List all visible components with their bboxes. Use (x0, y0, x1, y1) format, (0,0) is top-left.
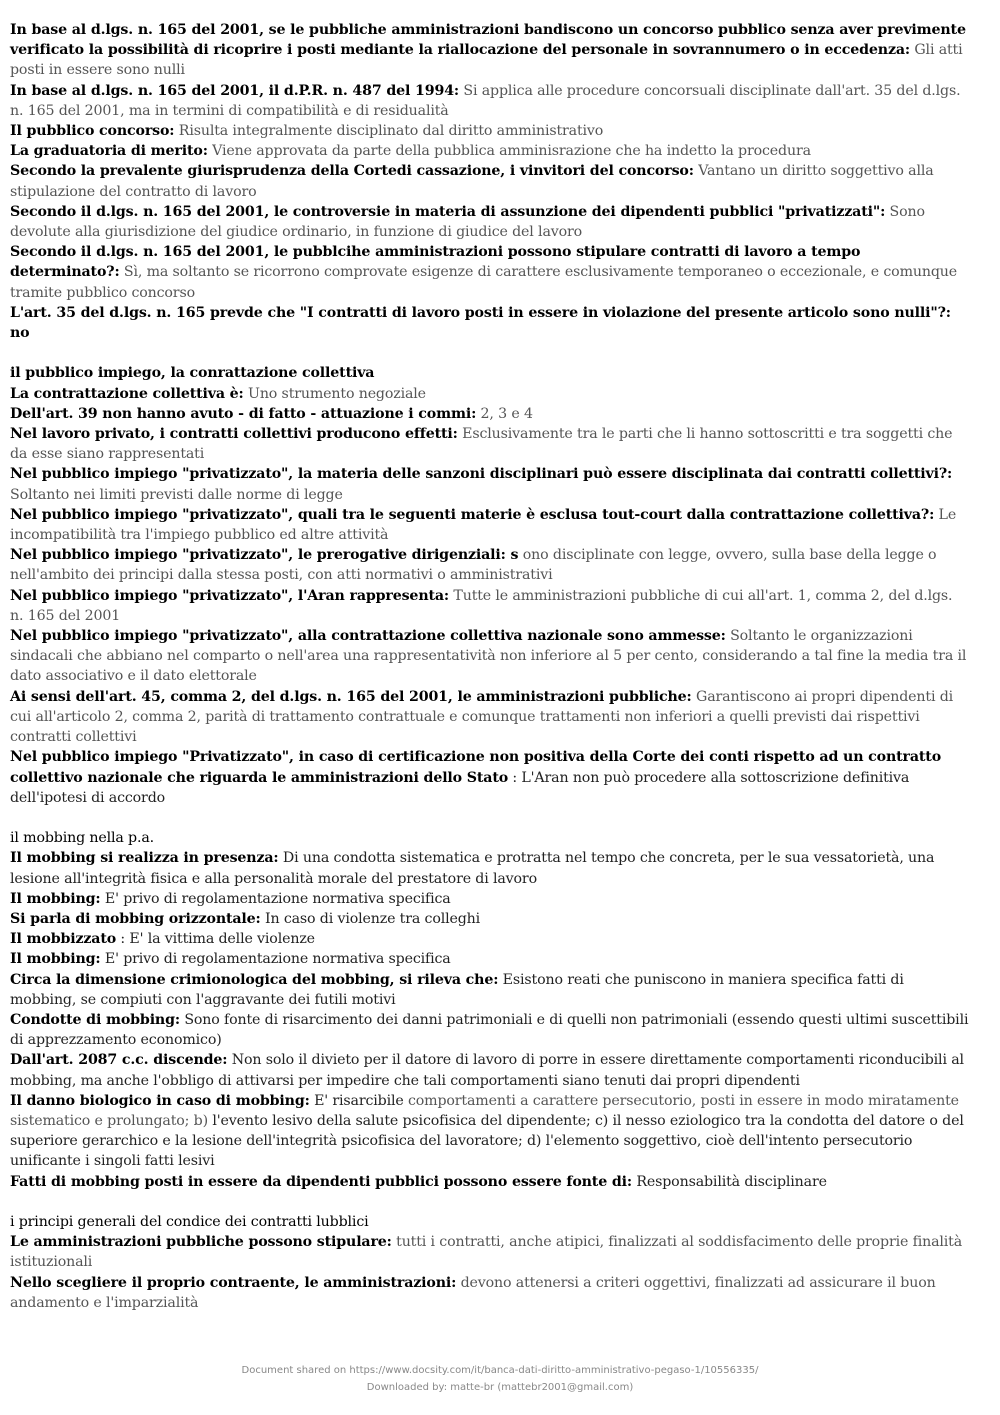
question-text: Ai sensi dell'art. 45, comma 2, del d.lgs. n. 165 del 2001, le amministrazioni pubbliche: (10, 688, 692, 705)
answer-text: Esistono reati che puniscono in maniera specifica fatti di mobbing, se compiuti con l'aggravante dei futili motivi (10, 971, 904, 1008)
qa-item (10, 81, 970, 121)
spacer (10, 1192, 970, 1212)
answer-text-continued: comportamenti a carattere persecutorio, posti in essere in modo miratamente sistematico e prolungato; b) (10, 1092, 959, 1129)
spacer (10, 343, 970, 363)
section-heading: il pubblico impiego, la conrattazione collettiva (10, 365, 375, 382)
question-text: In base al d.lgs. n. 165 del 2001, se le pubbliche amministrazioni bandiscono un concorso pubblico senza aver previmente verificato la possibilità di ricoprire i posti mediante la riallocazione del personale in sovrannumero o in eccedenza: (10, 22, 966, 59)
answer-text: Viene approvata da parte della pubblica amminisrazione che ha indetto la procedura (212, 143, 811, 160)
question-text: Il danno biologico in caso di mobbing: (10, 1092, 310, 1109)
answer-text: In caso di violenze tra colleghi (265, 910, 481, 927)
answer-text: Sono devolute alla giurisdizione del giudice ordinario, in funzione di giudice del lavoro (10, 203, 925, 241)
qa-item (10, 303, 970, 343)
answer-text: 2, 3 e 4 (480, 405, 533, 422)
answer-text: Soltanto le organizzazioni sindacali che abbiano nel comparto o nell'area una rappresentatività non inferiore al 5 per cento, considerando a tal fine la media tra il dato associativo e il dato elettorale (10, 628, 967, 685)
answer-text: Le incompatibilità tra l'impiego pubblico ed altre attività (10, 506, 957, 544)
question-text: Nel pubblico impiego "Privatizzato", in caso di certificazione non positiva della Corte dei conti rispetto ad un contratto collettivo nazionale che riguarda le amministrazioni dello Stato (10, 749, 942, 786)
qa-item (10, 384, 970, 404)
answer-text: Uno strumento negoziale (248, 385, 426, 402)
qa-item (10, 1172, 970, 1192)
answer-text: E' risarcibile (314, 1092, 404, 1109)
answer-text: Si applica alle procedure concorsuali disciplinate dall'art. 35 del d.lgs. n. 165 del 2001, ma in termini di compatibilità e di residualità (10, 82, 961, 119)
question-text: In base al d.lgs. n. 165 del 2001, il d.P.R. n. 487 del 1994: (10, 82, 460, 99)
question-text: Il mobbing: (10, 890, 101, 907)
qa-item (10, 949, 970, 969)
qa-item (10, 848, 970, 888)
answer-text: Garantiscono ai propri dipendenti di cui all'articolo 2, comma 2, parità di trattamento contrattuale e comunque trattamenti non inferiori a quelli previsti dai rispettivi contratti collettivi (10, 688, 954, 746)
question-text: Il mobbizzato (10, 931, 117, 948)
answer-text: E' privo di regolamentazione normativa specifica (104, 951, 451, 968)
question-text: Secondo il d.lgs. n. 165 del 2001, le pubblcihe amministrazioni possono stipulare contratti di lavoro a tempo determinato?: (10, 244, 861, 281)
qa-item (10, 242, 970, 303)
question-text: Nel pubblico impiego "privatizzato", l'Aran rappresenta: (10, 587, 450, 604)
section-heading: il mobbing nella p.a. (10, 830, 154, 847)
answer-text-continued: l'evento lesivo della salute psicofisica del dipendente; c) il nesso eziologico tra la condotta del datore o del superiore gerarchico e la lesione dell'integrità psicofisica del lavoratore; d) l'elemento soggettivo, cioè dell'intento persecutorio unificante i singoli fatti lesivi (10, 1112, 964, 1170)
document-body (10, 20, 970, 1313)
answer-text: ono disciplinate con legge, ovvero, sulla base della legge o nell'ambito dei principi dalla stessa posti, con atti normativi o amministrativi (10, 547, 937, 584)
qa-item (10, 687, 970, 748)
section-heading: i principi generali del condice dei contratti lubblici (10, 1213, 369, 1230)
question-text: Fatti di mobbing posti in essere da dipendenti pubblici possono essere fonte di: (10, 1173, 632, 1190)
footer-shared-line: Document shared on https://www.docsity.com/it/banca-dati-diritto-amministrativo-pegaso-1/10556335/ (241, 1365, 759, 1376)
answer-text: Sono fonte di risarcimento dei danni patrimoniali e di quelli non patrimoniali (essendo questi ultimi suscettibili di apprezzamento economico) (10, 1011, 969, 1049)
answer-text: Di una condotta sistematica e protratta nel tempo che concreta, per le sua vessatorietà, una lesione all'integrità fisica e alla personalità morale del prestatore di lavoro (10, 850, 935, 887)
question-text: Si parla di mobbing orizzontale: (10, 910, 261, 927)
question-text: Dall'art. 2087 c.c. discende: (10, 1052, 228, 1069)
question-text: Nel pubblico impiego "privatizzato", quali tra le seguenti materie è esclusa tout-court dalla contrattazione collettiva?: (10, 506, 935, 523)
answer-text: Esclusivamente tra le parti che li hanno sottoscritti e tra soggetti che da esse siano rappresentati (10, 426, 953, 463)
answer-text: Risulta integralmente disciplinato dal diritto amministrativo (178, 123, 604, 140)
spacer (10, 808, 970, 828)
question-text: Il mobbing: (10, 951, 101, 968)
answer-text: : L'Aran non può procedere alla sottoscrizione definitiva dell'ipotesi di accordo (10, 769, 910, 806)
answer-text: Tutte le amministrazioni pubbliche di cui all'art. 1, comma 2, del d.lgs. n. 165 del 2001 (10, 587, 953, 624)
answer-text: tutti i contratti, anche atipici, finalizzati al soddisfacimento delle proprie finalità istituzionali (10, 1234, 963, 1271)
question-text: La contrattazione collettiva è: (10, 385, 244, 402)
qa-item (10, 121, 970, 141)
qa-item (10, 1273, 970, 1313)
answer-text: Soltanto nei limiti previsti dalle norme di legge (10, 486, 343, 503)
qa-item (10, 141, 970, 161)
question-text: Il mobbing si realizza in presenza: (10, 850, 279, 867)
question-text: Il pubblico concorso: (10, 123, 175, 140)
question-text: Le amministrazioni pubbliche possono stipulare: (10, 1234, 392, 1251)
qa-item (10, 1050, 970, 1090)
question-text: L'art. 35 del d.lgs. n. 165 prevde che "I contratti di lavoro posti in essere in violazione del presente articolo sono nulli"?: no (10, 304, 951, 342)
qa-item (10, 1232, 970, 1272)
qa-item (10, 545, 970, 585)
question-text: Circa la dimensione crimionologica del mobbing, si rileva che: (10, 971, 499, 988)
footer-downloaded-line: Downloaded by: matte-br (mattebr2001@gmail.com) (366, 1382, 634, 1393)
qa-item (10, 970, 970, 1010)
question-text: Nello scegliere il proprio contraente, le amministrazioni: (10, 1274, 457, 1291)
question-text: Nel pubblico impiego "privatizzato", le prerogative dirigenziali: s (10, 547, 519, 564)
qa-item (10, 586, 970, 626)
qa-item (10, 20, 970, 81)
qa-item (10, 161, 970, 201)
answer-text: devono attenersi a criteri oggettivi, finalizzati ad assicurare il buon andamento e l'imparzialità (10, 1274, 936, 1311)
question-text: Nel pubblico impiego "privatizzato", la materia delle sanzoni disciplinari può essere disciplinata dai contratti collettivi?: (10, 466, 953, 483)
question-text: Nel pubblico impiego "privatizzato", alla contrattazione collettiva nazionale sono ammesse: (10, 628, 726, 645)
answer-text: E' privo di regolamentazione normativa specifica (104, 890, 451, 907)
question-text: La graduatoria di merito: (10, 143, 208, 160)
answer-text: Vantano un diritto soggettivo alla stipulazione del contratto di lavoro (10, 163, 934, 200)
question-text: Nel lavoro privato, i contratti collettivi producono effetti: (10, 426, 458, 443)
question-text: Secondo la prevalente giurisprudenza della Cortedi cassazione, i vinvitori del concorso: (10, 163, 694, 180)
qa-item (10, 909, 970, 929)
question-text: Dell'art. 39 non hanno avuto - di fatto - attuazione i commi: (10, 405, 477, 422)
qa-item (10, 1091, 970, 1172)
qa-item (10, 202, 970, 242)
qa-item (10, 404, 970, 424)
qa-item (10, 505, 970, 545)
answer-text: Responsabilità disciplinare (636, 1173, 827, 1190)
question-text: Secondo il d.lgs. n. 165 del 2001, le controversie in materia di assunzione dei dipendenti pubblici "privatizzati": (10, 203, 886, 220)
answer-text: Gli atti posti in essere sono nulli (10, 42, 963, 79)
answer-text: Sì, ma soltanto se ricorrono comprovate esigenze di carattere esclusivamente temporaneo o eccezionale, e comunque tramite pubblico concorso (10, 264, 958, 301)
qa-item (10, 929, 970, 949)
qa-item (10, 1010, 970, 1050)
question-text: Condotte di mobbing: (10, 1011, 180, 1028)
qa-item (10, 889, 970, 909)
qa-item (10, 747, 970, 808)
answer-text: Non solo il divieto per il datore di lavoro di porre in essere direttamente comportamenti riconducibili al mobbing, ma anche l'obbligo di attivarsi per impedire che tali comportamenti siano tenuti dai propri dipendenti (10, 1052, 964, 1089)
qa-item (10, 424, 970, 464)
answer-text: : E' la vittima delle violenze (120, 931, 315, 948)
qa-item (10, 626, 970, 687)
qa-item (10, 464, 970, 504)
